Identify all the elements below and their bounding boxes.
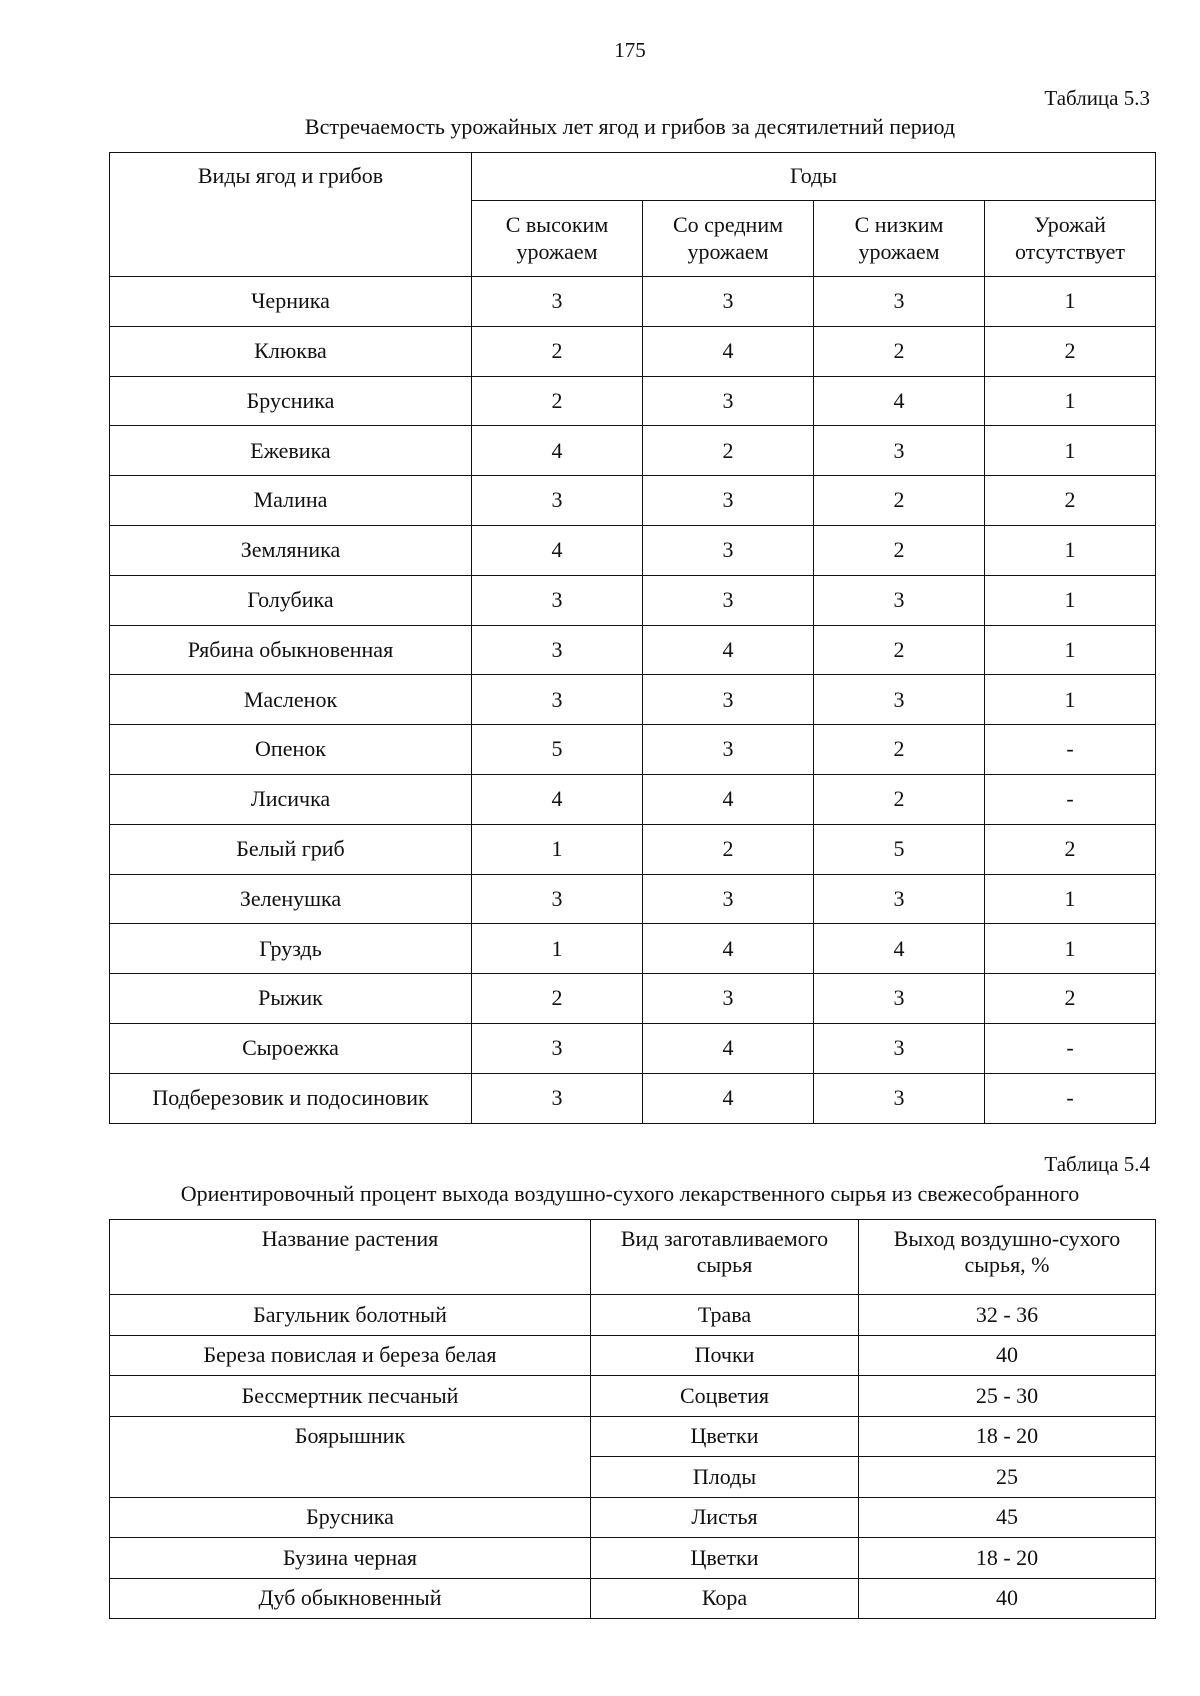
table-row — [110, 625, 1156, 675]
header-plant-name: Название растения — [110, 1220, 591, 1295]
species-name-cell: Зеленушка — [110, 874, 472, 924]
high-yield-cell: 3 — [472, 277, 643, 327]
table-row — [110, 1497, 1156, 1538]
species-name-cell: Опенок — [110, 725, 472, 775]
no-yield-cell: - — [985, 725, 1156, 775]
medium-yield-cell: 4 — [643, 625, 814, 675]
medium-yield-cell: 3 — [643, 675, 814, 725]
high-yield-cell: 4 — [472, 525, 643, 575]
low-yield-cell: 2 — [814, 774, 985, 824]
material-type-cell: Плоды — [591, 1457, 859, 1498]
table-row — [110, 1578, 1156, 1619]
low-yield-cell: 2 — [814, 625, 985, 675]
high-yield-cell: 2 — [472, 326, 643, 376]
no-yield-cell: 1 — [985, 575, 1156, 625]
species-name-cell: Лисичка — [110, 774, 472, 824]
no-yield-cell: 2 — [985, 974, 1156, 1024]
low-yield-cell: 3 — [814, 277, 985, 327]
dry-yield-cell: 45 — [859, 1497, 1156, 1538]
no-yield-cell: 1 — [985, 426, 1156, 476]
table-5-4-title: Ориентировочный процент выхода воздушно-сухого лекарственного сырья из свежесобранного — [180, 1181, 1080, 1206]
high-yield-cell: 3 — [472, 476, 643, 526]
no-yield-cell: 2 — [985, 476, 1156, 526]
no-yield-cell: 1 — [985, 675, 1156, 725]
high-yield-cell: 4 — [472, 774, 643, 824]
table-row — [110, 376, 1156, 426]
species-name-cell: Клюква — [110, 326, 472, 376]
table-row — [110, 874, 1156, 924]
material-type-cell: Цветки — [591, 1538, 859, 1579]
plant-name-cell: Береза повислая и береза белая — [110, 1335, 591, 1376]
table-row — [110, 974, 1156, 1024]
material-type-cell: Соцветия — [591, 1376, 859, 1417]
plant-name-cell: Багульник болотный — [110, 1295, 591, 1336]
table-row — [110, 725, 1156, 775]
table-5-3-body — [110, 277, 1156, 1124]
high-yield-cell: 3 — [472, 1073, 643, 1123]
no-yield-cell: 1 — [985, 525, 1156, 575]
low-yield-cell: 2 — [814, 326, 985, 376]
dry-yield-cell: 18 - 20 — [859, 1538, 1156, 1579]
low-yield-cell: 5 — [814, 824, 985, 874]
low-yield-cell: 3 — [814, 974, 985, 1024]
high-yield-cell: 3 — [472, 874, 643, 924]
no-yield-cell: 1 — [985, 924, 1156, 974]
plant-name-cell: Бузина черная — [110, 1538, 591, 1579]
medium-yield-cell: 3 — [643, 525, 814, 575]
material-type-cell: Почки — [591, 1335, 859, 1376]
high-yield-cell: 2 — [472, 974, 643, 1024]
header-species: Виды ягод и грибов — [110, 153, 472, 277]
no-yield-cell: - — [985, 774, 1156, 824]
table-row — [110, 1295, 1156, 1336]
material-type-cell: Кора — [591, 1578, 859, 1619]
page-number: 175 — [614, 38, 646, 62]
high-yield-cell: 3 — [472, 575, 643, 625]
plant-name-cell: Дуб обыкновенный — [110, 1578, 591, 1619]
medium-yield-cell: 3 — [643, 974, 814, 1024]
table-row — [110, 426, 1156, 476]
species-name-cell: Масленок — [110, 675, 472, 725]
medium-yield-cell: 3 — [643, 575, 814, 625]
medium-yield-cell: 4 — [643, 1023, 814, 1073]
medium-yield-cell: 4 — [643, 924, 814, 974]
table-row — [110, 575, 1156, 625]
plant-name-cell: Бессмертник песчаный — [110, 1376, 591, 1417]
table-5-3 — [109, 152, 1156, 1124]
species-name-cell: Подберезовик и подосиновик — [110, 1073, 472, 1123]
low-yield-cell: 2 — [814, 476, 985, 526]
header-years: Годы — [472, 153, 1156, 201]
high-yield-cell: 1 — [472, 824, 643, 874]
medium-yield-cell: 3 — [643, 376, 814, 426]
low-yield-cell: 3 — [814, 1073, 985, 1123]
table-row — [110, 824, 1156, 874]
low-yield-cell: 2 — [814, 525, 985, 575]
high-yield-cell: 2 — [472, 376, 643, 426]
low-yield-cell: 4 — [814, 376, 985, 426]
table-row — [110, 277, 1156, 327]
low-yield-cell: 3 — [814, 426, 985, 476]
medium-yield-cell: 2 — [643, 426, 814, 476]
table-row — [110, 476, 1156, 526]
table-5-4-label: Таблица 5.4 — [1044, 1152, 1150, 1176]
low-yield-cell: 3 — [814, 874, 985, 924]
dry-yield-cell: 32 - 36 — [859, 1295, 1156, 1336]
table-row — [110, 1023, 1156, 1073]
table-row — [110, 1376, 1156, 1417]
species-name-cell: Земляника — [110, 525, 472, 575]
species-name-cell: Рябина обыкновенная — [110, 625, 472, 675]
dry-yield-cell: 40 — [859, 1335, 1156, 1376]
table-row — [110, 675, 1156, 725]
dry-yield-cell: 18 - 20 — [859, 1416, 1156, 1457]
table-row — [110, 525, 1156, 575]
medium-yield-cell: 4 — [643, 774, 814, 824]
table-row — [110, 774, 1156, 824]
no-yield-cell: 1 — [985, 625, 1156, 675]
low-yield-cell: 4 — [814, 924, 985, 974]
high-yield-cell: 3 — [472, 675, 643, 725]
header-medium-yield: Со средним урожаем — [643, 201, 814, 277]
medium-yield-cell: 4 — [643, 326, 814, 376]
material-type-cell: Листья — [591, 1497, 859, 1538]
high-yield-cell: 3 — [472, 625, 643, 675]
table-row — [110, 1416, 1156, 1457]
material-type-cell: Трава — [591, 1295, 859, 1336]
dry-yield-cell: 40 — [859, 1578, 1156, 1619]
header-high-yield: С высоким урожаем — [472, 201, 643, 277]
species-name-cell: Белый гриб — [110, 824, 472, 874]
medium-yield-cell: 4 — [643, 1073, 814, 1123]
header-no-yield: Урожай отсутствует — [985, 201, 1156, 277]
no-yield-cell: 1 — [985, 874, 1156, 924]
low-yield-cell: 3 — [814, 1023, 985, 1073]
high-yield-cell: 1 — [472, 924, 643, 974]
table-row — [110, 326, 1156, 376]
table-row — [110, 1335, 1156, 1376]
low-yield-cell: 2 — [814, 725, 985, 775]
medium-yield-cell: 3 — [643, 874, 814, 924]
table-row — [110, 924, 1156, 974]
header-material-type: Вид заготавливаемого сырья — [591, 1220, 859, 1295]
high-yield-cell: 4 — [472, 426, 643, 476]
species-name-cell: Сыроежка — [110, 1023, 472, 1073]
species-name-cell: Груздь — [110, 924, 472, 974]
species-name-cell: Ежевика — [110, 426, 472, 476]
no-yield-cell: 1 — [985, 277, 1156, 327]
species-name-cell: Малина — [110, 476, 472, 526]
low-yield-cell: 3 — [814, 575, 985, 625]
table-row — [110, 1538, 1156, 1579]
species-name-cell: Рыжик — [110, 974, 472, 1024]
no-yield-cell: - — [985, 1023, 1156, 1073]
table-5-4 — [109, 1219, 1156, 1619]
header-low-yield: С низким урожаем — [814, 201, 985, 277]
header-dry-yield: Выход воздушно-сухого сырья, % — [859, 1220, 1156, 1295]
low-yield-cell: 3 — [814, 675, 985, 725]
species-name-cell: Голубика — [110, 575, 472, 625]
medium-yield-cell: 3 — [643, 725, 814, 775]
species-name-cell: Брусника — [110, 376, 472, 426]
high-yield-cell: 5 — [472, 725, 643, 775]
medium-yield-cell: 3 — [643, 277, 814, 327]
medium-yield-cell: 3 — [643, 476, 814, 526]
species-name-cell: Черника — [110, 277, 472, 327]
no-yield-cell: 2 — [985, 326, 1156, 376]
table-5-3-label: Таблица 5.3 — [1044, 86, 1150, 110]
plant-name-cell: Боярышник — [110, 1416, 591, 1497]
table-5-4-body — [110, 1295, 1156, 1619]
plant-name-cell: Брусника — [110, 1497, 591, 1538]
no-yield-cell: - — [985, 1073, 1156, 1123]
medium-yield-cell: 2 — [643, 824, 814, 874]
material-type-cell: Цветки — [591, 1416, 859, 1457]
table-5-3-title: Встречаемость урожайных лет ягод и грибов за десятилетний период — [304, 114, 956, 139]
table-row — [110, 1073, 1156, 1123]
no-yield-cell: 2 — [985, 824, 1156, 874]
dry-yield-cell: 25 - 30 — [859, 1376, 1156, 1417]
dry-yield-cell: 25 — [859, 1457, 1156, 1498]
high-yield-cell: 3 — [472, 1023, 643, 1073]
no-yield-cell: 1 — [985, 376, 1156, 426]
